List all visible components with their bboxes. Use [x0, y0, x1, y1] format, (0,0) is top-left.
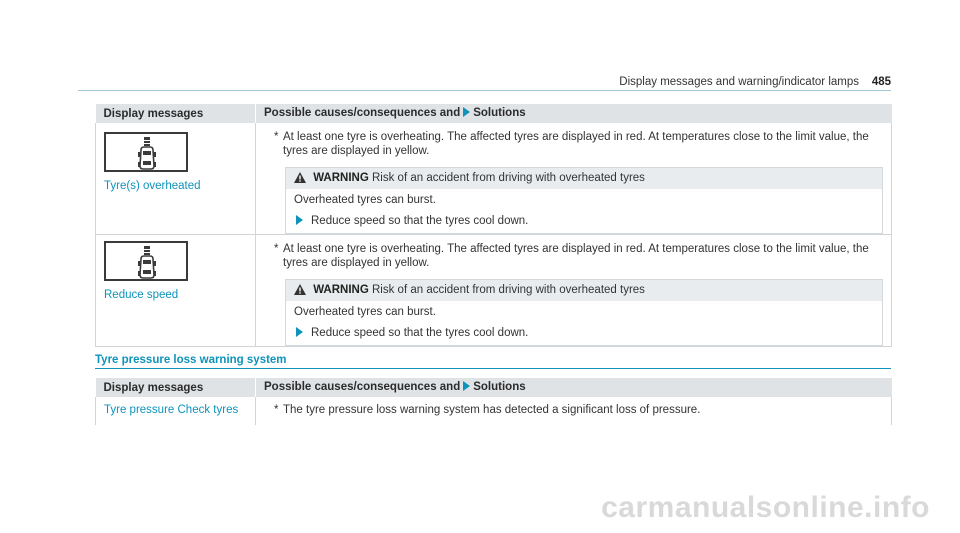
message-label: Tyre pressure Check tyres	[104, 404, 239, 416]
warning-header	[286, 280, 882, 301]
message-label: Tyre(s) overheated	[104, 180, 201, 192]
warning-header	[286, 168, 882, 189]
warning-title: WARNING	[313, 284, 369, 296]
action-arrow-icon	[296, 327, 303, 337]
cause-text	[256, 123, 891, 158]
warning-box	[285, 279, 883, 346]
footnote-star: *	[274, 404, 279, 416]
warning-triangle-icon	[294, 284, 306, 295]
cause-description: At least one tyre is overheating. The affected tyres are displayed in red. At temperatures close to the limit value, the tyres are displayed in yellow.	[283, 131, 869, 157]
display-messages-table	[95, 104, 892, 347]
action-text: Reduce speed so that the tyres cool down.	[311, 327, 529, 339]
cause-description: At least one tyre is overheating. The affected tyres are displayed in red. At temperatures close to the limit value, the tyres are displayed in yellow.	[283, 243, 869, 269]
header-causes-label: Possible causes/consequences and	[264, 107, 461, 120]
causes-cell	[256, 123, 892, 235]
table-row	[96, 235, 892, 347]
table-header-row	[96, 378, 892, 397]
watermark: carmanualsonline.info	[601, 491, 930, 524]
footnote-star: *	[274, 243, 279, 255]
header-solutions-label: Solutions	[473, 381, 526, 394]
message-label: Reduce speed	[104, 289, 179, 301]
action-arrow-icon	[296, 215, 303, 225]
message-cell	[96, 235, 256, 347]
action-text: Reduce speed so that the tyres cool down.	[311, 215, 529, 227]
warning-text: Risk of an accident from driving with overheated tyres	[372, 284, 645, 296]
causes-cell	[256, 397, 892, 425]
table-row	[96, 397, 892, 425]
header-display-messages: Display messages	[96, 104, 256, 123]
cause-text	[256, 397, 891, 416]
footnote-star: *	[274, 131, 279, 143]
header-causes-label: Possible causes/consequences and	[264, 381, 461, 394]
warning-triangle-icon	[294, 172, 306, 183]
page-number: 485	[871, 76, 891, 88]
warning-box	[285, 167, 883, 234]
header-causes-solutions	[256, 378, 892, 397]
page-header	[78, 76, 891, 91]
warning-action	[286, 210, 882, 233]
tyre-temperature-icon	[104, 241, 188, 281]
warning-body: Overheated tyres can burst.	[294, 194, 436, 206]
section-title: Tyre pressure loss warning system	[95, 354, 891, 369]
warning-body: Overheated tyres can burst.	[294, 306, 436, 318]
tyre-temperature-icon	[104, 132, 188, 172]
message-cell	[96, 123, 256, 235]
warning-action	[286, 322, 882, 345]
table-row	[96, 123, 892, 235]
arrow-right-icon	[463, 381, 470, 391]
table-header-row	[96, 104, 892, 123]
causes-cell	[256, 235, 892, 347]
header-display-messages: Display messages	[96, 378, 256, 397]
message-cell	[96, 397, 256, 425]
warning-title: WARNING	[313, 172, 369, 184]
header-solutions-label: Solutions	[473, 107, 526, 120]
cause-text	[256, 235, 891, 270]
arrow-right-icon	[463, 107, 470, 117]
header-causes-solutions	[256, 104, 892, 123]
warning-text: Risk of an accident from driving with overheated tyres	[372, 172, 645, 184]
tyre-pressure-messages-table	[95, 378, 892, 425]
header-title: Display messages and warning/indicator lamps	[619, 76, 859, 88]
cause-description: The tyre pressure loss warning system has detected a significant loss of pressure.	[283, 404, 701, 416]
